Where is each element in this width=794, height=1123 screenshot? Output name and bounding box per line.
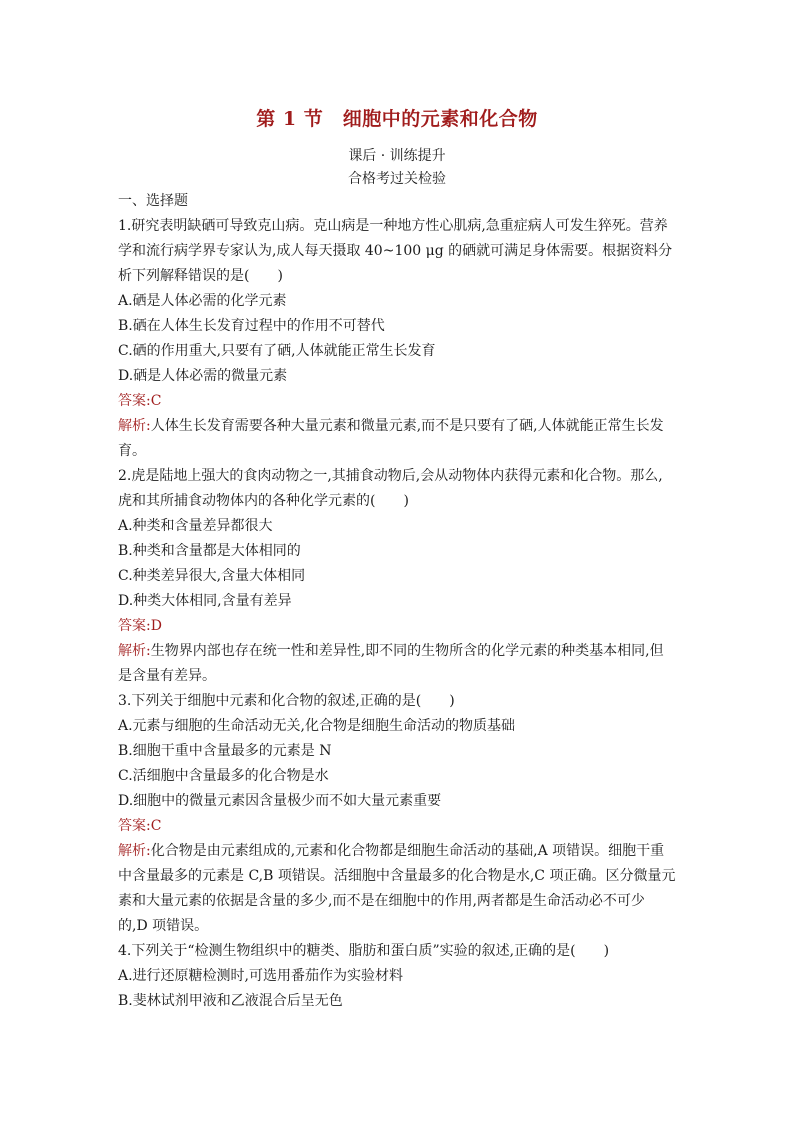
- q3-stem-line: 3.下列关于细胞中元素和化合物的叙述,正确的是( ): [118, 693, 455, 709]
- question-content: [118, 189, 678, 1014]
- q1-explanation-text: 人体生长发育需要各种大量元素和微量元素,而不是只要有了硒,人体就能正常生长发: [150, 418, 664, 434]
- q1-explanation-line: 育。: [118, 443, 146, 459]
- q2-explanation-label: 解析:: [118, 643, 151, 659]
- q2-option-a: A.种类和含量差异都很大: [118, 518, 273, 534]
- q1-option-c: C.硒的作用重大,只要有了硒,人体就能正常生长发育: [118, 343, 436, 359]
- q1-stem-line: 1.研究表明缺硒可导致克山病。克山病是一种地方性心肌病,急重症病人可发生猝死。营养: [118, 218, 668, 234]
- page-title: 第 1 节 细胞中的元素和化合物: [256, 108, 538, 130]
- q2-explanation-line: 是含量有差异。: [118, 668, 216, 684]
- q1-explanation-label: 解析:: [118, 418, 151, 434]
- q1-stem-line: 学和流行病学界专家认为,成人每天摄取 40~100 μg 的硒就可满足身体需要。根据资料分: [118, 243, 673, 259]
- subtitle-exam-check: 合格考过关检验: [348, 171, 446, 187]
- q1-explanation-line: [118, 414, 678, 439]
- q3-explanation-text: 化合物是由元素组成的,元素和化合物都是细胞生命活动的基础,A 项错误。细胞干重: [150, 843, 665, 859]
- q2-stem-line: 2.虎是陆地上强大的食肉动物之一,其捕食动物后,会从动物体内获得元素和化合物。那么,: [118, 468, 663, 484]
- q4-option-b: B.斐林试剂甲液和乙液混合后呈无色: [118, 993, 343, 1009]
- subtitle-after-class: 课后 · 训练提升: [348, 148, 446, 164]
- q2-explanation-line: [118, 639, 678, 664]
- section-heading: 一、选择题: [118, 193, 188, 209]
- q3-option-a: A.元素与细胞的生命活动无关,化合物是细胞生命活动的物质基础: [118, 718, 516, 734]
- q4-stem-line: 4.下列关于“检测生物组织中的糖类、脂肪和蛋白质”实验的叙述,正确的是( ): [118, 943, 610, 959]
- q3-explanation-line: 中含量最多的元素是 C,B 项错误。活细胞中含量最多的化合物是水,C 项正确。区分微量元: [118, 868, 676, 884]
- q3-answer: 答案:C: [118, 818, 162, 834]
- q3-explanation-label: 解析:: [118, 843, 151, 859]
- q3-option-d: D.细胞中的微量元素因含量极少而不如大量元素重要: [118, 793, 442, 809]
- q3-option-b: B.细胞干重中含量最多的元素是 N: [118, 743, 332, 759]
- q3-explanation-line: 的,D 项错误。: [118, 918, 209, 934]
- q3-explanation-line: 素和大量元素的依据是含量的多少,而不是在细胞中的作用,两者都是生命活动必不可少: [118, 893, 645, 909]
- q2-explanation-text: 生物界内部也存在统一性和差异性,即不同的生物所含的化学元素的种类基本相同,但: [150, 643, 664, 659]
- q1-answer: 答案:C: [118, 393, 162, 409]
- q2-option-d: D.种类大体相同,含量有差异: [118, 593, 292, 609]
- q1-option-b: B.硒在人体生长发育过程中的作用不可替代: [118, 318, 385, 334]
- q2-answer: 答案:D: [118, 618, 162, 634]
- q3-option-c: C.活细胞中含量最多的化合物是水: [118, 768, 329, 784]
- q1-stem-line: 析下列解释错误的是( ): [118, 268, 283, 284]
- q3-explanation-line: [118, 839, 678, 864]
- q2-option-b: B.种类和含量都是大体相同的: [118, 543, 301, 559]
- q1-option-d: D.硒是人体必需的微量元素: [118, 368, 288, 384]
- q2-option-c: C.种类差异很大,含量大体相同: [118, 568, 306, 584]
- q1-option-a: A.硒是人体必需的化学元素: [118, 293, 287, 309]
- q2-stem-line: 虎和其所捕食动物体内的各种化学元素的( ): [118, 493, 409, 509]
- q4-option-a: A.进行还原糖检测时,可选用番茄作为实验材料: [118, 968, 404, 984]
